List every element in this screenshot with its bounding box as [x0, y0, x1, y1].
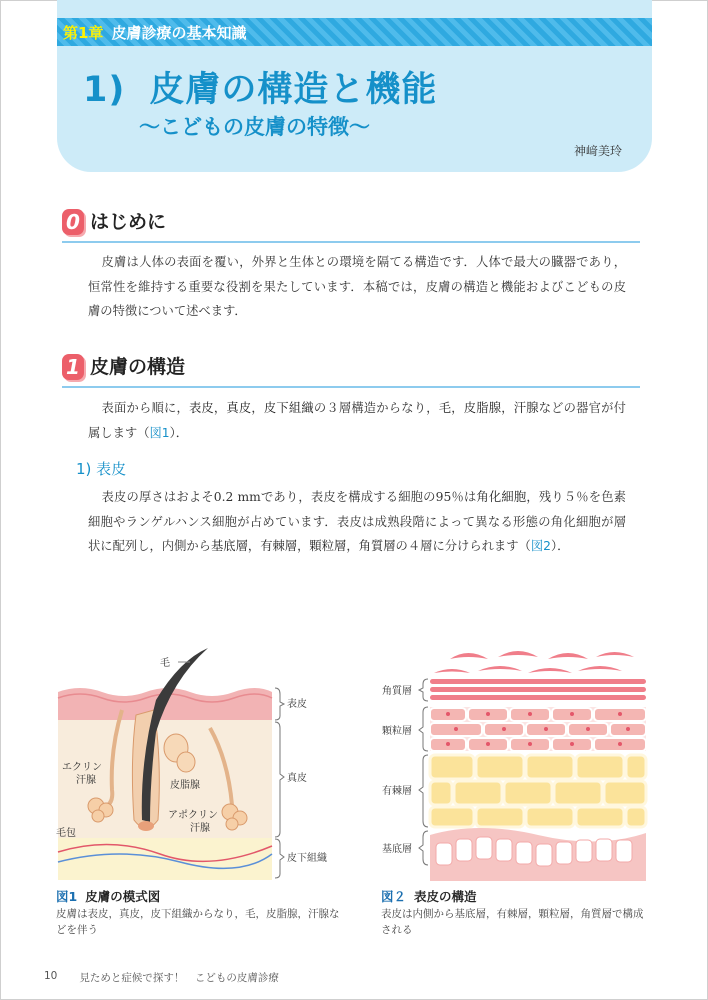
- figure-1-caption: 皮膚は表皮，真皮，皮下組織からなり，毛，皮脂腺，汗腺などを伴う: [56, 908, 340, 936]
- text-run: 表皮の厚さはおよそ0.2 mmであり，表皮を構成する細胞の95％は: [101, 490, 477, 504]
- label-epidermis: 表皮: [287, 699, 307, 710]
- figure-number: 図1: [56, 889, 78, 904]
- structure-paragraph: [88, 396, 626, 445]
- title-header: [57, 0, 652, 172]
- figure-number: 図２: [381, 889, 407, 904]
- text-run: ，: [346, 539, 359, 553]
- term-hair: 毛: [438, 401, 452, 415]
- section-number-badge: 0: [62, 209, 84, 235]
- label-follicle: 毛包: [56, 828, 76, 839]
- text-run: の３層構造からなり，: [313, 401, 439, 415]
- section-heading-structure: [62, 352, 640, 388]
- label-hair: 毛: [160, 658, 170, 669]
- subsection-title: 1) 表皮: [76, 460, 127, 478]
- stratum-granulosum-cells: [430, 707, 646, 751]
- term-dermis: 真皮: [226, 401, 252, 415]
- figure-ref-link[interactable]: 図1: [149, 425, 170, 440]
- chapter-bar: [57, 18, 652, 46]
- title-text: 皮膚の構造と機能: [149, 70, 438, 110]
- text-run: ，残り５％を色素細胞やランゲルハンス細胞が占めています．表皮は成熟段階によって異なる形態の角化細胞が層状に配列し，内側から: [88, 490, 626, 553]
- figure-2-caption: 表皮は内側から基底層，有棘層，顆粒層，角質層で構成される: [381, 908, 644, 936]
- figure-2-epidermis-diagram: [378, 645, 658, 885]
- figure-1-skin-diagram: [50, 640, 350, 880]
- figure-title: 皮膚の模式図: [85, 889, 161, 904]
- label-subcutis: 皮下組織: [287, 853, 327, 864]
- term-sebaceous: 皮脂腺: [463, 401, 502, 415]
- text-run: ，: [213, 401, 227, 415]
- label-stratum-corneum: 角質層: [382, 686, 412, 697]
- text-run: などの器官が付属します（: [88, 401, 626, 440]
- term-subcutis: 皮下組織: [263, 401, 314, 415]
- term-sweat-gland: 汗腺: [513, 401, 539, 415]
- chapter-number: 第1章: [63, 23, 104, 42]
- term-basal-layer: 基底層: [210, 539, 248, 553]
- hair-bulb: [138, 821, 154, 831]
- term-spinous-layer: 有棘層: [260, 539, 298, 553]
- figure-1-caption-title: [56, 887, 160, 905]
- text-run: ，: [297, 539, 310, 553]
- page-number: 10: [44, 970, 58, 982]
- label-apocrine-1: アポクリン: [168, 810, 218, 821]
- label-eccrine-2: 汗腺: [76, 775, 96, 786]
- figure-title: 表皮の構造: [414, 889, 477, 904]
- book-title: 見ためと症候で探す！ こどもの皮膚診療: [79, 972, 279, 984]
- text-run: ，: [501, 401, 514, 415]
- text-run: ）．: [169, 425, 189, 440]
- text-run: の４層に分けられます（: [395, 539, 531, 553]
- page-title: [83, 62, 437, 112]
- author-name: 神﨑美玲: [573, 144, 622, 158]
- section-heading-intro: [62, 207, 640, 243]
- label-stratum-granulosum: 顆粒層: [382, 726, 412, 737]
- layer-brackets: [419, 679, 428, 865]
- stratum-spinosum-cells: [430, 755, 646, 827]
- intro-paragraph: 皮膚は人体の表面を覆い，外界と生体との環境を隔てる構造です．人体で最大の臓器であり，恒常性を維持する重要な役割を果たしています．本稿では，皮膚の構造と機能およびこどもの皮膚の特徴について述べます．: [88, 255, 626, 318]
- epidermis-paragraph: [88, 485, 626, 559]
- label-sebaceous: 皮脂腺: [170, 780, 200, 791]
- text-run: ，: [247, 539, 261, 553]
- label-stratum-spinosum: 有棘層: [382, 786, 412, 797]
- term-keratinocyte: 角化細胞: [476, 490, 527, 504]
- chapter-label: [63, 21, 246, 43]
- section-number-badge: 1: [62, 354, 84, 380]
- page-subtitle: ～こどもの皮膚の特徴～: [139, 115, 370, 139]
- term-cornified-layer: 角質層: [358, 539, 396, 553]
- page-footer: [44, 970, 279, 985]
- term-epidermis: 表皮: [188, 401, 214, 415]
- figure-2-caption-title: [381, 887, 477, 905]
- title-number: 1): [83, 70, 126, 110]
- label-eccrine-1: エクリン: [62, 762, 102, 773]
- label-stratum-basale: 基底層: [382, 844, 412, 855]
- text-run: ）．: [550, 539, 570, 553]
- subcutis-layer: [58, 835, 272, 880]
- stratum-corneum-flakes: [430, 651, 646, 700]
- layer-brackets: [275, 688, 284, 878]
- text-run: ，: [451, 401, 464, 415]
- figure-ref-link[interactable]: 図2: [530, 539, 551, 553]
- chapter-name: 皮膚診療の基本知識: [111, 23, 247, 42]
- text-run: ，: [251, 401, 264, 415]
- section-title: 皮膚の構造: [90, 356, 186, 378]
- label-dermis: 真皮: [287, 773, 307, 784]
- section-title: はじめに: [90, 211, 167, 233]
- term-granular-layer: 顆粒層: [309, 539, 347, 553]
- label-apocrine-2: 汗腺: [190, 823, 210, 834]
- text-run: 表面から順に，: [101, 401, 189, 415]
